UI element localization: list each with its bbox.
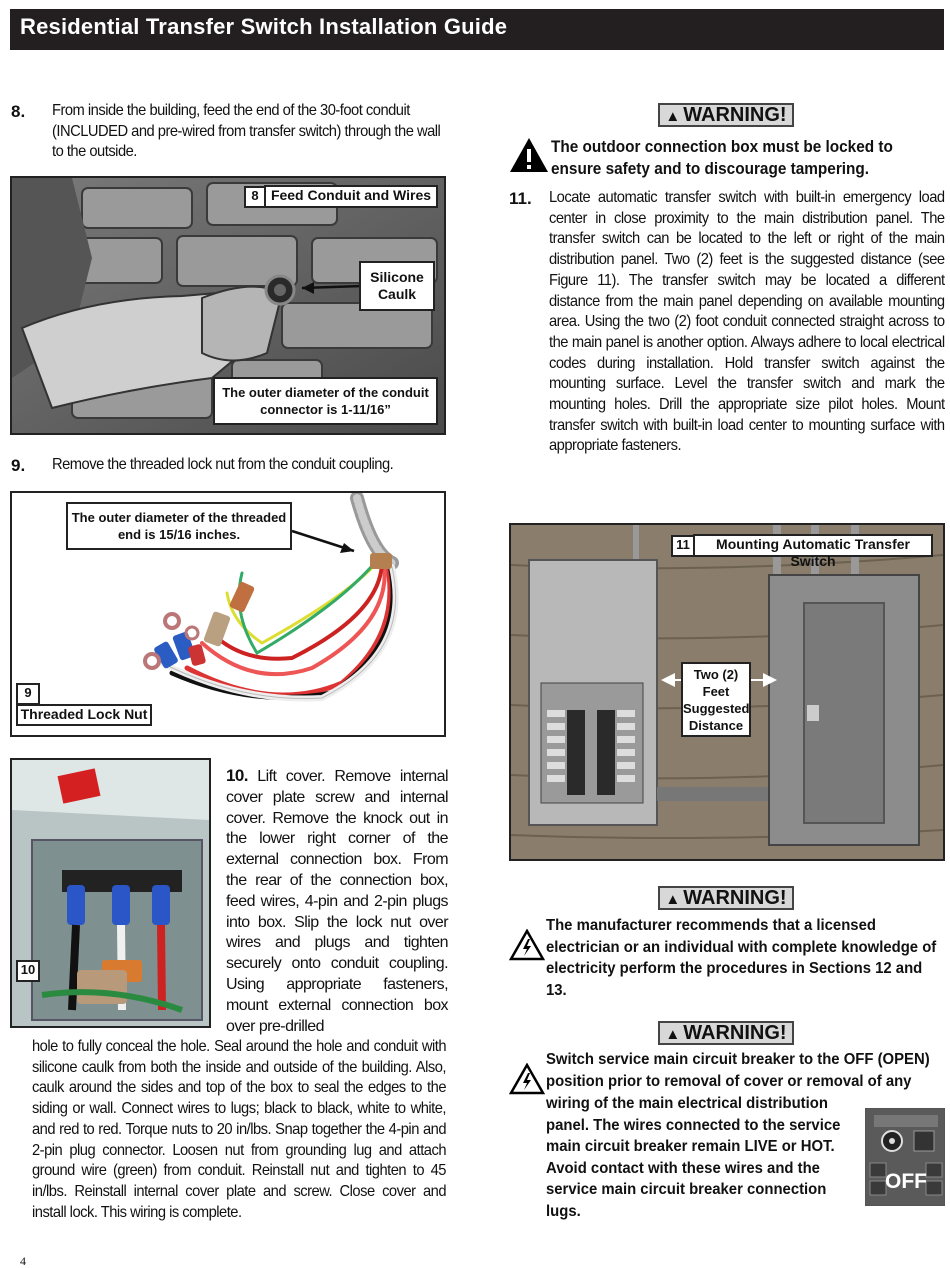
step-10-text-side: Lift cover. Remove internal cover plate screw and internal cover. Remove the knock out in the lower right corner of the external connection box. From the rear of the connection box, feed wires, 4-pin and 2-pin plugs into box. Slip the lock nut over wires and plugs and tighten securely onto conduit coupling. Using appropriate fasteners, mount external connection box over pre-drilled [226,768,448,1035]
warning-badge-3: ▲ WARNING! [658,1021,794,1045]
threaded-diameter-callout: The outer diameter of the threaded end is 15/16 inches. [66,502,292,550]
step-9-number: 9. [11,456,26,475]
figure-11-caption: Mounting Automatic Transfer Switch [693,534,933,557]
step-10-text-full: hole to fully conceal the hole. Seal around the hole and conduit with silicone caulk from both the inside and outside of the building. Also, caulk around the sides and top of the box to seal the edges to the siding or wall. Connect wires to lugs; black to black, white to white, and red to red. Torque nuts to 20 in/lbs. Snap together the 4-pin and 2-pin plug connector. Loosen nut from grounding lug and attach ground wire (green) from conduit. Reinstall nut and tighten to 45 in/lbs. Reinstall internal cover plate and screw. Close cover and install lock. This wiring is complete. [32,1038,446,1221]
warning-badge-1: ▲ WARNING! [658,103,794,127]
step-9-text: Remove the threaded lock nut from the conduit coupling. [52,456,394,473]
warning-triangle-icon: ▲ [665,1026,681,1043]
figure-11-number: 11 [671,535,695,557]
conduit-diameter-callout: The outer diameter of the conduit connector is 1-11/16” [213,377,438,425]
suggested-distance-callout: Two (2) Feet Suggested Distance [681,662,751,737]
connection-box-photo [12,760,209,1026]
warning-triangle-icon: ▲ [665,891,681,908]
page-title: Residential Transfer Switch Installation Guide [20,14,508,39]
electrical-hazard-icon [509,929,545,961]
electrical-hazard-icon [509,1063,545,1095]
step-8-number: 8. [11,102,26,121]
step-8-text: From inside the building, feed the end of the 30-foot conduit (INCLUDED and pre-wired from transfer switch) through the wall to the outside. [52,102,441,161]
step-11-text: Locate automatic transfer switch with built-in emergency load center in close proximity to the main distribution panel. The transfer switch can be located to the left or right of the main distribution panel. Two (2) feet is the suggested distance (see Figure 11). The transfer switch may be located a different distance from the main panel depending on available mounting area. Using the two (2) foot conduit connected straight across to the main panel is another option. Always adhere to local electrical codes during installation. Hold transfer switch against the mounting surface. Level the transfer switch and mark the mounting holes. Drill the appropriate size pilot holes. Mount transfer switch with built-in load center to mounting surface with appropriate fasteners. [549,189,945,455]
warning-triangle-icon: ▲ [665,108,681,125]
figure-8-number: 8 [244,186,266,208]
figure-10-photo [10,758,211,1028]
warning-1-text: The outdoor connection box must be locked to ensure safety and to discourage tampering. [551,138,893,178]
warning-3-text-side: wiring of the main electrical distribution panel. The wires connected to the service main circuit breaker remain LIVE or HOT. Avoid contact with these wires and the service main circuit breaker connection lugs. [546,1095,841,1220]
warning-badge-2: ▲ WARNING! [658,886,794,910]
page-number: 4 [20,1254,26,1268]
warning-3-text-top: Switch service main circuit breaker to the OFF (OPEN) position prior to removal of cover or removal of any [546,1051,930,1090]
warning-exclamation-icon [509,137,549,173]
silicone-caulk-callout: Silicone Caulk [359,261,435,311]
figure-8-caption: Feed Conduit and Wires [264,185,438,208]
warning-2-text: The manufacturer recommends that a licensed electrician or an individual with complete knowledge of electricity perform the procedures in Sections 12 and 13. [546,917,937,999]
figure-9-caption: Threaded Lock Nut [16,704,152,726]
breaker-off-label: OFF [885,1170,927,1193]
figure-9-number: 9 [16,683,40,705]
figure-10-number: 10 [16,960,40,982]
step-11-number: 11. [509,189,532,208]
step-10-side-block [226,766,448,1037]
step-10-number: 10. [226,766,248,785]
